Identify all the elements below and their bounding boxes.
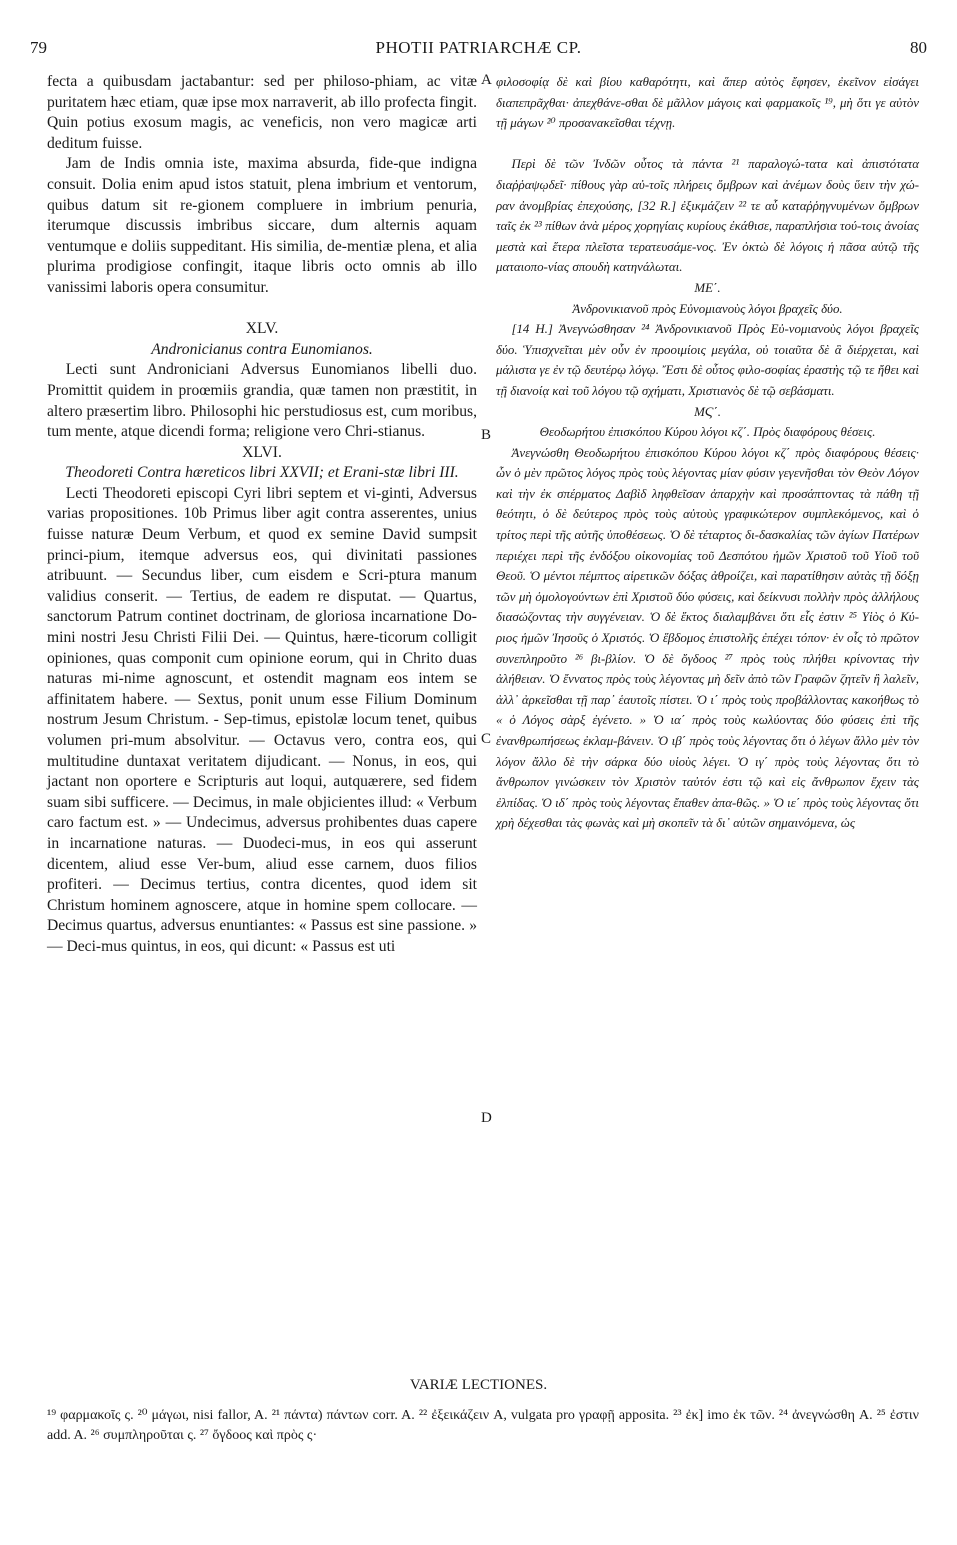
greek-column-block: ΜΕ΄. bbox=[694, 280, 721, 295]
greek-column-block: Ἀνδρονικιανοῦ πρὸς Εὐνομιανοὺς λόγοι βραχεῖς δύο. bbox=[572, 301, 843, 316]
greek-column-block bbox=[496, 134, 919, 155]
latin-column-block: Theodoreti Contra hæreticos libri XXVII; et Erani-stæ libri III. bbox=[65, 464, 459, 482]
margin-letter-c: C bbox=[481, 731, 492, 747]
latin-column bbox=[47, 72, 477, 958]
latin-column-block: Lecti Theodoreti episcopi Cyri libri septem et vi-ginti, Adversus varias propositiones. 10b Primus liber agit contra asserentes, unius fuisse naturæ Deum Verbum, et quod ex semine David sumpsit princi-pium, itemque adversus eos, qui divinitati passiones atribuunt. — Secundus liber, cum eisdem e Scri-ptura manum validius conserit. — Tertius, de eadem re disputat. — Quartus, sanctorum Patrum continet doctrinam, de gloriosa incarnatione Do-mini nostri Jesu Christi Filii Dei. — Quintus, hære-ticorum colligit opiniones, quas componit cum opinione eorum, qui in Chrito duas naturas mi-nime agnoscunt, et ostendit magnam eos intem se affinitatem habere. — Sextus, ponit unum esse Filium Dominum nostrum Jesum Christum. - Sep-timus, epistolæ locum tenet, quibus volumen pri-mum absolvitur. — Octavus vero, contra eos, qui multitudine duntaxat veritatem dijudicant. — Nonus, in eos, qui jactant non oportere e Scripturis aut loqui, autquærere, sed fidem suam sibi sufficere. — Decimus, in male objicientes illud: « Verbum caro factum est. » — Undecimus, adversus prohibentes duas capere in incarnatione naturas. — Duodeci-mus, in eos qui asserunt dicentem, aliud esse Ver-bum, aliud esse carnem, duos filios profiteri. — Decimus tertius, contra dicentes, quod idem sit Christum hominem agnoscere, atque in homine spem collocare. — Decimus quartus, adversus enuntiantes: « Passus est sine passione. » — Deci-mus quintus, in eos, qui dicunt: « Passus est uti bbox=[47, 484, 477, 955]
latin-column-block: Jam de Indis omnia iste, maxima absurda, fide-que indigna consuit. Dolia enim apud istos statuit, plena imbrium et ventorum, quibus datum sit re-gionem compluere in imbrium penuria, iterumque discussis imbribus siccare, dum alternis aquam ventumque e doliis suppeditant. His similia, de-mentiæ plena, et alia plurima prodigiose confingit, itaque libris octo omnis ab illo vanissimi laboris opera consumitur. bbox=[47, 155, 477, 296]
margin-letter-d: D bbox=[481, 1110, 492, 1126]
latin-column-block: Andronicianus contra Eunomianos. bbox=[151, 340, 373, 358]
latin-column-block: XLV. bbox=[245, 320, 279, 338]
margin-letter-b: B bbox=[481, 427, 492, 443]
page-header bbox=[30, 38, 927, 66]
running-title: PHOTII PATRIARCHÆ CP. bbox=[375, 38, 582, 57]
greek-column-block: φιλοσοφίᾳ δὲ καὶ βίου καθαρότητι, καὶ ἅπερ αὐτὸς ἔφησεν, ἐκεῖνον εἰσάγει διαπεπρᾶχθαι· ἀπεχθάνε-σθαι δὲ μᾶλλον μάγοις καὶ φαρμακοῖς ¹⁹, μὴ ὅτι γε αὐτὸν τῇ μάγων ²⁰ προσανακεῖσθαι τέχνῃ. bbox=[496, 75, 919, 131]
page-number-right: 80 bbox=[910, 38, 927, 57]
page-number-left: 79 bbox=[30, 38, 47, 57]
greek-column-block: ΜϚ΄. bbox=[694, 404, 721, 419]
latin-column-block: Lecti sunt Androniciani Adversus Eunomianos libelli duo. Promittit quidem in proœmiis grandia, quæ tamen non præstitit, in altero præsertim libro. Philosophi hic perstudiosus est, cum moribus, tum mente, atque dicendi forma; religione vero Chri-stianus. bbox=[47, 361, 477, 441]
greek-column bbox=[496, 72, 919, 834]
greek-column-block: Περὶ δὲ τῶν Ἰνδῶν οὗτος τὰ πάντα ²¹ παραλογώ-τατα καὶ ἀπιστότατα διαῤῥαψῳδεῖ· πίθους γὰρ αὐ-τοῖς πλήρεις ὄμβρων καὶ ἀνέμων δοὺς ὕειν τὴν χώ-ραν ἀνομβρίας ἐπεχούσης, [32 R.] ἐξικμάζειν ²² τε αὖ καταῤῥηγνυμένων ὄμβρων ταῖς ἐκ ²³ πίθων ἀνὰ μέρος χορηγίαις κυρίους ἐκάθισε, παραπλήσια τού-τοις ἀνοίας μεστὰ καὶ ἕτερα πλεῖστα τερατευσάμε-νος. Ἐν ὀκτὼ δὲ λόγοις ἡ πᾶσα αὐτῷ τῆς ματαιοπο-νίας σπουδὴ κατηνάλωται. bbox=[496, 157, 919, 275]
latin-column-block: fecta a quibusdam jactabantur: sed per philoso-phiam, ac vitæ puritatem hæc etiam, quæ ipse mox narraverit, ab illo profecta fingit. Quin potius exosum magis, ac veneficis, non vero magicæ arti deditum fuisse. bbox=[47, 73, 478, 152]
greek-column-block: [14 H.] Ἀνεγνώσθησαν ²⁴ Ἀνδρονικιανοῦ Πρὸς Εὐ-νομιανοὺς λόγοι βραχεῖς δύο. Ὑπισχνεῖται μὲν οὖν ἐν προοιμίοις μεγάλα, οὐ τοιαῦτα δὲ ἃ διέρχεται, καὶ μάλιστα γε ἐν τῷ δευτέρῳ λόγῳ. Ἔστι δὲ οὗτος φιλο-σοφίας ἐραστὴς τῷ τε ἤθει καὶ τῇ διανοίᾳ καὶ τοῦ λόγου τῷ σχήματι, Χριστιανὸς δὲ τῷ σεβάσματι. bbox=[496, 322, 919, 398]
latin-column-block bbox=[47, 299, 477, 320]
latin-column-block: XLVI. bbox=[242, 443, 282, 461]
variant-readings-title: VARIÆ LECTIONES. bbox=[409, 1377, 548, 1393]
greek-column-block: Ἀνεγνώσθη Θεοδωρήτου ἐπισκόπου Κύρου λόγοι κζ΄ πρὸς διαφόρους θέσεις· ὧν ὁ μὲν πρῶτος λόγος πρὸς τοὺς λέγοντας μίαν φύσιν γεγενῆσθαι τὸν Θεὸν Λόγον καὶ τὴν ἐκ σπέρματος Δαβὶδ ληφθεῖσαν ἀπαρχὴν καὶ προσάπτοντας τὰ πάθη τῇ θεότητι, ὁ δὲ δεύτερος πρὸς τοὺς αὐτοὺς γραφικώτερον συμπλεκόμενος, καὶ ὁ τρίτος περὶ τῆς αὐτῆς ὑποθέσεως. Ὁ δὲ τέταρτος δι-δασκαλίας τῶν ἁγίων Πατέρων περιέχει περὶ τῆς ἐνδόξου οἰκονομίας τοῦ Δεσπότου ἡμῶν Χριστοῦ τοῦ Υἱοῦ τοῦ Θεοῦ. Ὁ μέντοι πέμπτος αἱρετικῶν δόξας ἀθροίζει, καὶ παρατίθησιν αὐτὰς τῇ δόξῃ τῶν μὴ ὁμολογούντων ἐπὶ Χριστοῦ δύο φύσεις, καὶ δείκνυσι πολλὴν πρὸς ἀλλήλους διασώζοντας τὴν συγγένειαν. Ὁ δὲ ἕκτος διαλαμβάνει ὅτι εἷς ἐστιν ²⁵ Υἱὸς ὁ Κύ-ριος ἡμῶν Ἰησοῦς ὁ Χριστός. Ὁ ἕβδομος ἐπιστολῆς ἐπέχει τόπον· ἐν οἷς τὸ πρῶτον συνεπληροῦτο ²⁶ βι-βλίον. Ὁ δὲ ὄγδοος ²⁷ πρὸς τοὺς πλήθει κρίνοντας τὴν ἀλήθειαν. Ὁ ἔννατος πρὸς τοὺς λέγοντας μὴ δεῖν ἀπὸ τῶν Γραφῶν ζητεῖν ἢ λαλεῖν, ἀλλ᾽ ἀρκεῖσθαι τῇ παρ᾽ ἑαυτοῖς πίστει. Ὁ ι΄ πρὸς τοὺς προβάλλοντας κακοήθως τὸ « ὁ Λόγος σὰρξ ἐγένετο. » Ὁ ια΄ πρὸς τοὺς κωλύοντας δύο φύσεις ἐπὶ τῆς ἐνανθρωπήσεως ἐκλαμ-βάνειν. Ὁ ιβ΄ πρὸς τοὺς λέγοντας ὅτι ὁ λέγων ἄλλο μὲν τὸν λόγον ἄλλο δὲ τὴν σάρκα δύο υἱοὺς λέγει. Ὁ ιγ΄ πρὸς τοὺς λέγοντας ὅτι τὸ ἄνθρωπον γινώσκειν τὸν Χριστὸν ταὐτόν ἐστι τῷ καὶ εἰς ἄνθρωπον ἔχειν τὰς ἐλπίδας. Ὁ ιδ΄ πρὸς τοὺς λέγοντας ἔπαθεν ἀπα-θῶς. » Ὁ ιε΄ πρὸς τοὺς λέγοντας ὅτι χρὴ δέχεσθαι τὰς φωνὰς καὶ μὴ σκοπεῖν τὰ δι᾽ αὐτῶν σημαινόμενα, ὡς bbox=[496, 445, 919, 831]
margin-letter-a: A bbox=[481, 72, 492, 88]
greek-column-block: Θεοδωρήτου ἐπισκόπου Κύρου λόγοι κζ΄. Πρὸς διαφόρους θέσεις. bbox=[539, 425, 876, 440]
variant-readings: ¹⁹ φαρμακοῖς ς. ²⁰ μάγωι, nisi fallor, A. ²¹ πάντα) πάντων corr. A. ²² ἐξεικάζειν A, vulgata pro γραφῇ apposita. ²³ ἐκ] imo ἐκ τῶν. ²⁴ ἀνεγνώσθη A. ²⁵ ἐστιν add. A. ²⁶ συμπληροῦται ς. ²⁷ ὄγδοος καὶ πρὸς ς· bbox=[47, 1408, 919, 1443]
